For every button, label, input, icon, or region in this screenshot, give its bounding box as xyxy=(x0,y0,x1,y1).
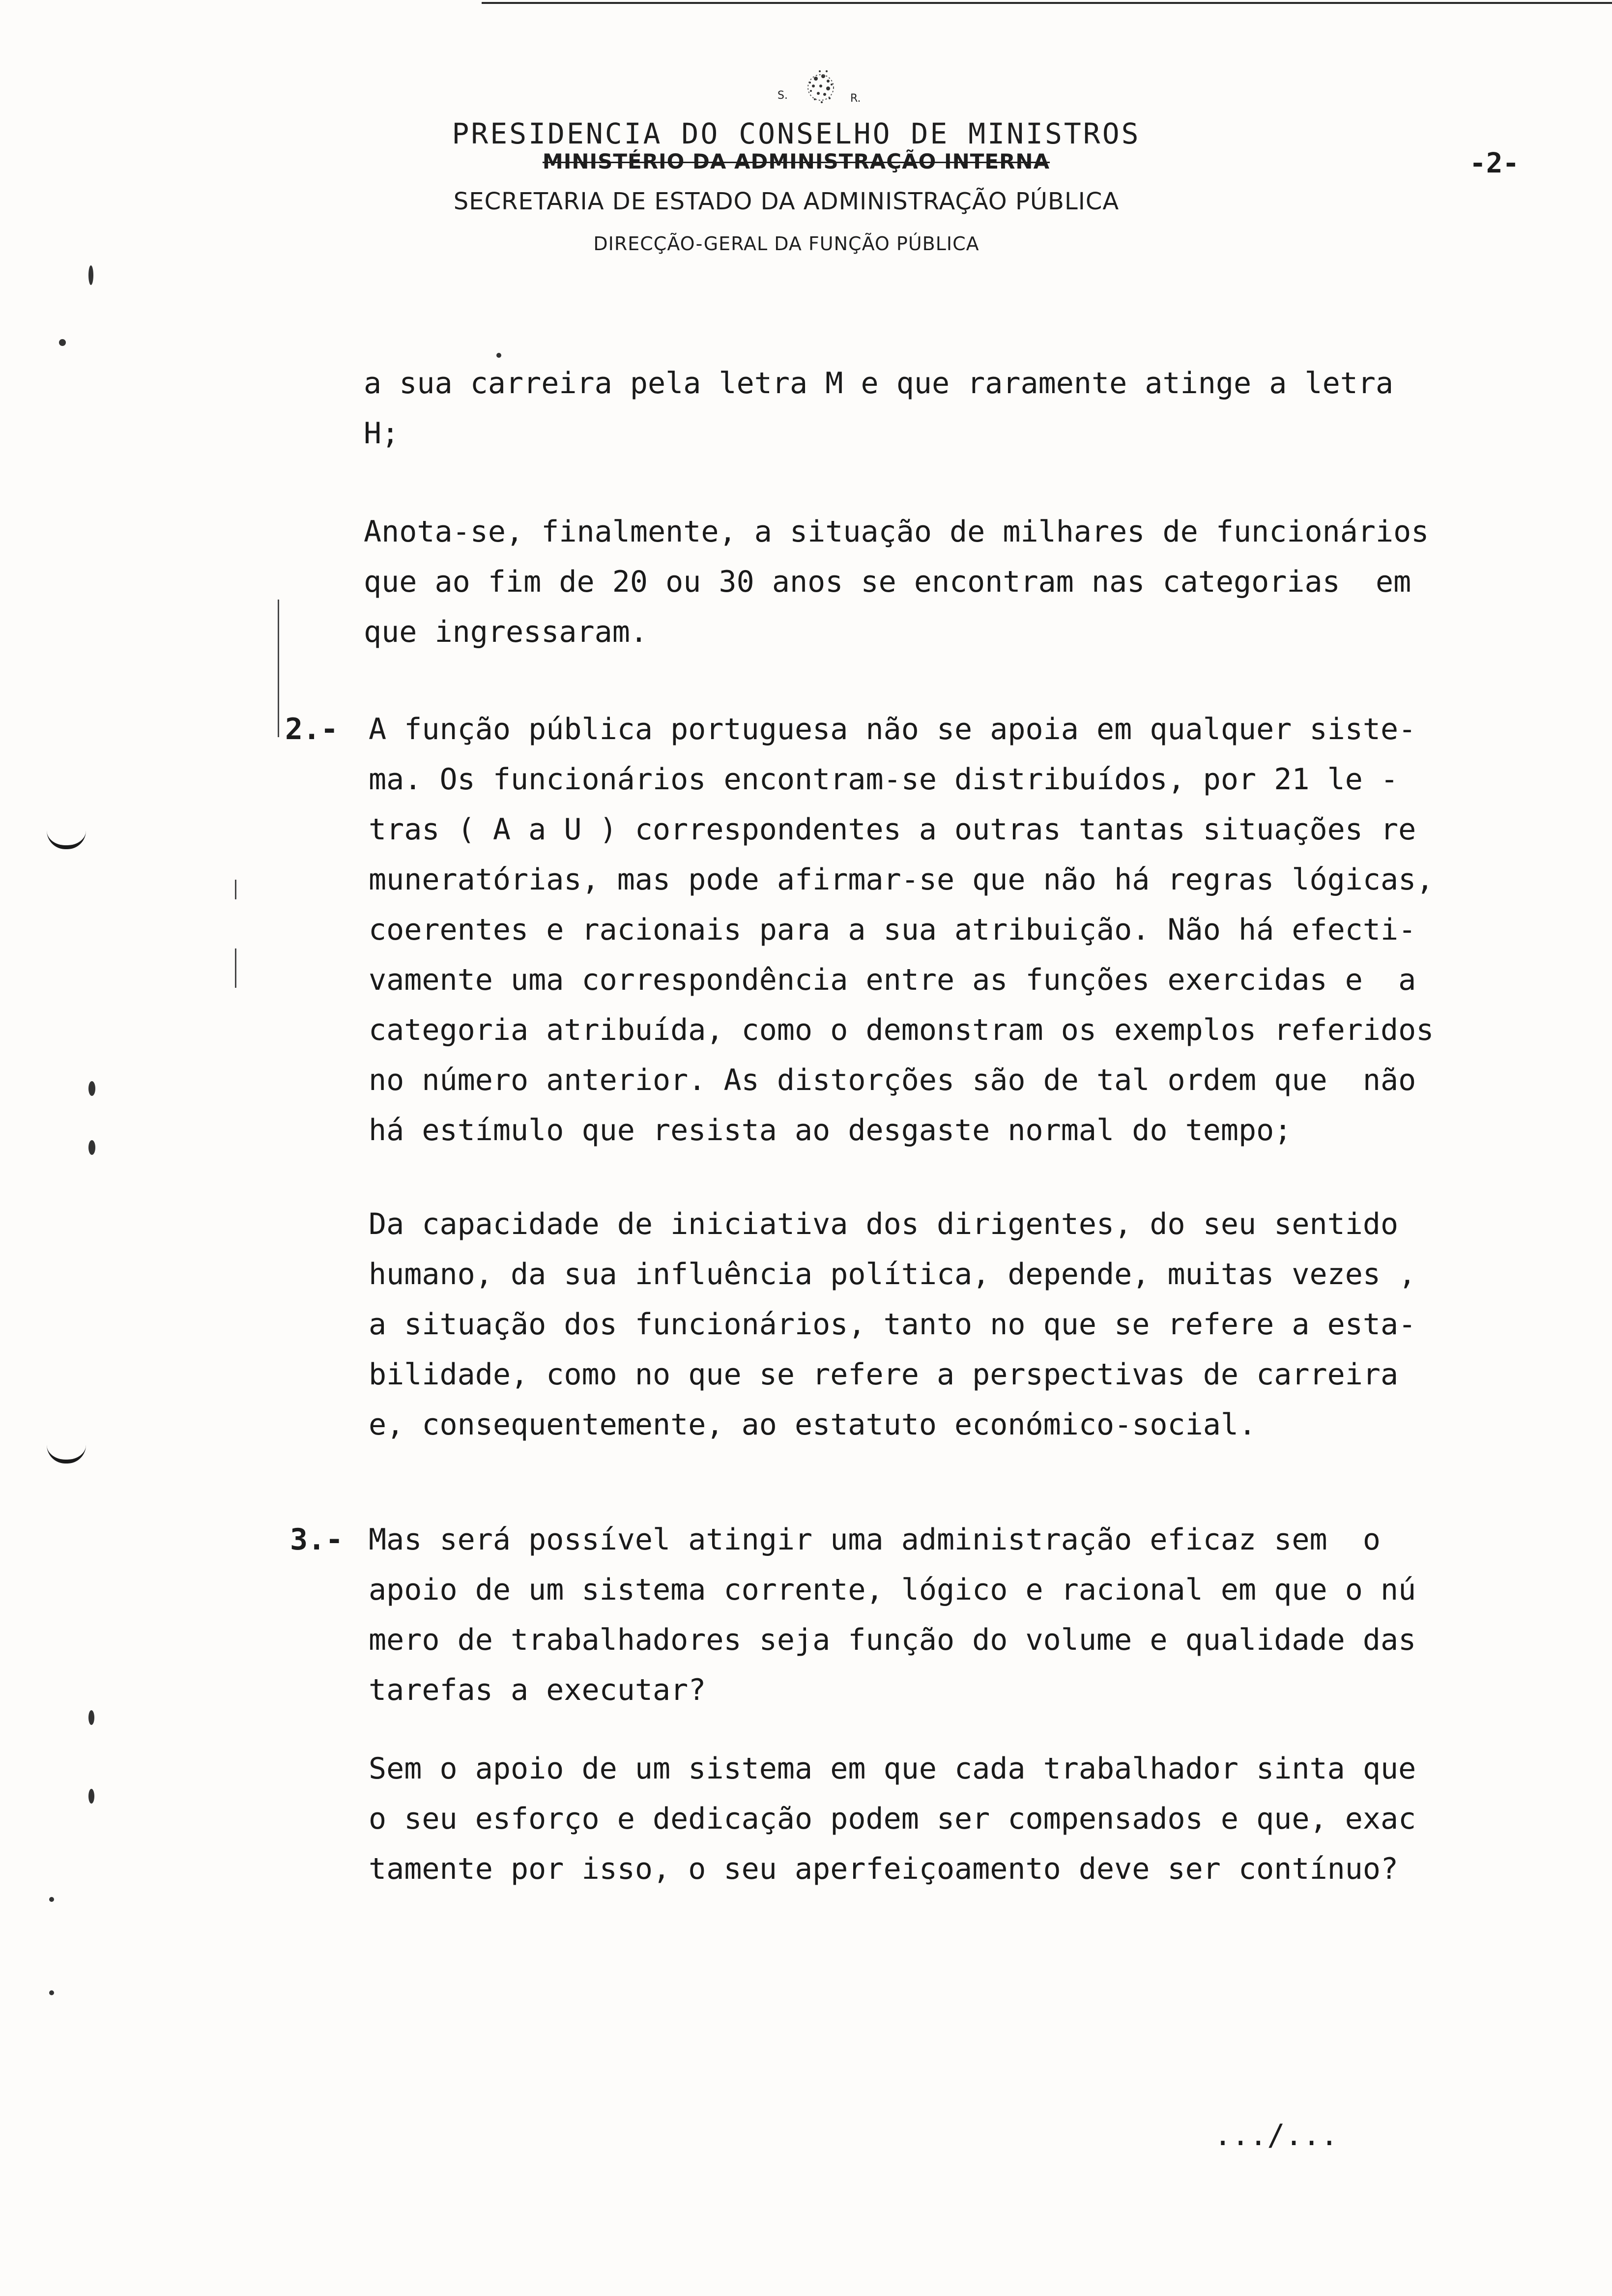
section-2-number: 2.- xyxy=(285,712,339,746)
margin-bracket xyxy=(47,831,86,849)
paragraph-1: a sua carreira pela letra M e que raramente atinge a letra H; xyxy=(364,366,1394,451)
paragraph-3: A função pública portuguesa não se apoia em qualquer siste- ma. Os funcionários encontram-se distribuídos, por 21 le - tras ( A a U ) correspondentes a outras tantas situações re muneratórias, mas pode afirmar-se que não há regras lógicas, coerentes e racionais para a sua atribuição. Não há efecti- vamente uma correspondência entre as funções exercidas e a categoria atribuída, como o demonstram os exemplos referidos no número anterior. As distorções são de tal ordem que não há estímulo que resista ao desgaste normal do tempo; xyxy=(369,712,1434,1148)
continuation-mark: .../... xyxy=(1214,2118,1338,2152)
margin-speck xyxy=(59,339,66,346)
header-secretaria: SECRETARIA DE ESTADO DA ADMINISTRAÇÃO PÚBLICA xyxy=(453,188,1120,215)
margin-speck xyxy=(88,1789,94,1804)
margin-speck xyxy=(88,1140,95,1155)
header-ministerio-struck: MINISTÉRIO DA ADMINISTRAÇÃO INTERNA xyxy=(542,149,1050,173)
emblem-letter-r: R. xyxy=(850,92,861,105)
emblem-letter-s: S. xyxy=(777,89,788,102)
margin-speck xyxy=(88,265,93,285)
margin-speck xyxy=(49,1990,54,1995)
margin-speck xyxy=(88,1081,95,1096)
republic-emblem xyxy=(767,59,875,123)
page-number: -2- xyxy=(1469,147,1520,179)
header-direccao: DIRECÇÃO-GERAL DA FUNÇÃO PÚBLICA xyxy=(593,233,979,255)
margin-line xyxy=(278,600,279,737)
margin-speck xyxy=(49,1897,54,1902)
paragraph-5: Mas será possível atingir uma administração eficaz sem o apoio de um sistema corrente, lógico e racional em que o nú mero de trabalhadores seja função do volume e qualidade das tarefas a executar? xyxy=(369,1522,1416,1707)
margin-tick xyxy=(235,948,236,988)
margin-bracket xyxy=(47,1445,86,1464)
margin-speck xyxy=(496,353,501,358)
paragraph-2: Anota-se, finalmente, a situação de milhares de funcionários que ao fim de 20 ou 30 anos se encontram nas categorias em que ingressaram. xyxy=(364,515,1429,649)
paragraph-4: Da capacidade de iniciativa dos dirigentes, do seu sentido humano, da sua influência política, depende, muitas vezes , a situação dos funcionários, tanto no que se refere a esta- bilidade, como no que se refere a perspectivas de carreira e, consequentemente, ao estatuto económico-social. xyxy=(369,1207,1416,1442)
paragraph-6: Sem o apoio de um sistema em que cada trabalhador sinta que o seu esforço e dedicação podem ser compensados e que, exac tamente por isso, o seu aperfeiçoamento deve ser contínuo? xyxy=(369,1751,1416,1886)
top-rule xyxy=(482,2,1612,4)
section-3-number: 3.- xyxy=(290,1522,344,1557)
header-presidencia: PRESIDENCIA DO CONSELHO DE MINISTROS xyxy=(452,117,1141,150)
margin-tick xyxy=(235,880,236,899)
margin-speck xyxy=(88,1710,94,1725)
